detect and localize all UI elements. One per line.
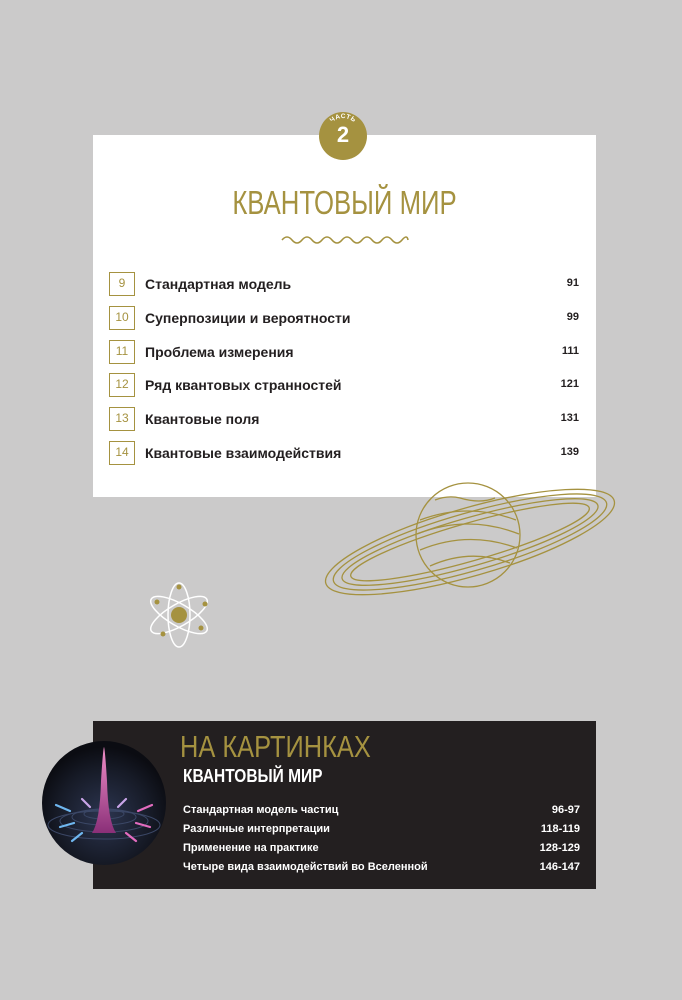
illustration-item[interactable] — [183, 801, 580, 820]
chapter-page: 121 — [560, 378, 579, 391]
illustrations-heading: НА КАРТИНКАХ — [180, 729, 371, 764]
illustration-item[interactable] — [183, 820, 580, 839]
illustrations-subheading: КВАНТОВЫЙ МИР — [183, 766, 323, 786]
illustration-title: Различные интерпретации — [183, 823, 330, 835]
chapter-title: Ряд квантовых странностей — [145, 377, 342, 394]
illustration-pages: 118-119 — [540, 823, 580, 835]
part-title: КВАНТОВЫЙ МИР — [232, 184, 457, 221]
contents-card — [93, 135, 596, 497]
illustration-title: Стандартная модель частиц — [183, 804, 339, 816]
chapter-number: 11 — [109, 340, 135, 364]
illustration-title: Четыре вида взаимодействий во Вселенной — [183, 861, 428, 873]
chapter-page: 131 — [560, 412, 579, 425]
illustration-item[interactable] — [183, 839, 580, 858]
part-number: 2 — [336, 122, 350, 147]
chapter-number: 14 — [109, 441, 135, 465]
part-badge — [319, 112, 367, 160]
illustration-title: Применение на практике — [183, 842, 319, 854]
chapter-number: 12 — [109, 373, 135, 397]
chapter-item[interactable] — [109, 306, 579, 332]
illustrations-panel — [93, 721, 596, 889]
chapter-list — [109, 272, 579, 475]
chapter-title: Квантовые взаимодействия — [145, 444, 342, 461]
chapter-page: 99 — [566, 310, 579, 323]
illustration-pages: 128-129 — [539, 842, 580, 854]
chapter-number: 13 — [109, 407, 135, 431]
atom-icon — [143, 582, 215, 648]
chapter-page: 91 — [566, 277, 579, 289]
chapter-number: 9 — [109, 272, 135, 296]
part-label: ЧАСТЬ — [328, 112, 358, 125]
chapter-item[interactable] — [109, 373, 579, 399]
saturn-icon — [320, 470, 620, 620]
illustration-pages: 96-97 — [551, 804, 580, 816]
chapter-title: Суперпозиции и вероятности — [145, 309, 351, 326]
chapter-title: Стандартная модель — [145, 276, 292, 292]
chapter-item[interactable] — [109, 441, 579, 467]
chapter-page: 111 — [561, 344, 579, 357]
chapter-item[interactable] — [109, 340, 579, 366]
wave-divider-icon — [280, 233, 410, 247]
chapter-page: 139 — [560, 445, 579, 458]
illustration-pages: 146-147 — [539, 861, 580, 873]
illustrations-list — [183, 801, 580, 877]
chapter-number: 10 — [109, 306, 135, 330]
chapter-title: Квантовые поля — [145, 411, 260, 428]
chapter-item[interactable] — [109, 272, 579, 298]
chapter-item[interactable] — [109, 407, 579, 433]
quantum-field-icon — [42, 741, 166, 865]
chapter-title: Проблема измерения — [145, 343, 294, 360]
illustration-item[interactable] — [183, 858, 580, 877]
